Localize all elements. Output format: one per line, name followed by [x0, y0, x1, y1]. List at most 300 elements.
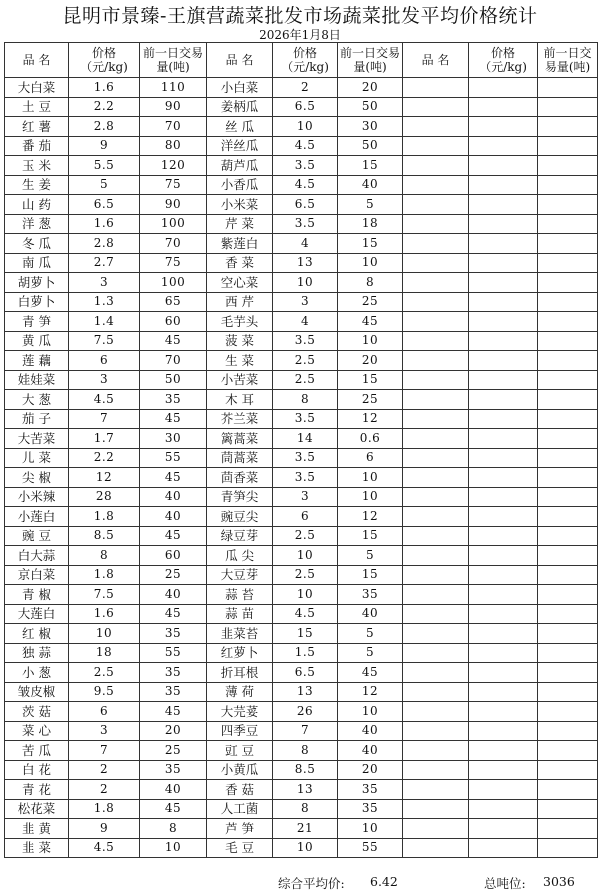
- table-row: [5, 78, 598, 98]
- volume-cell: 12: [338, 682, 403, 702]
- price-cell: 8.5: [273, 760, 338, 780]
- empty-cell: [538, 156, 598, 176]
- price-cell: 1.8: [68, 565, 139, 585]
- price-cell: 1.7: [68, 429, 139, 449]
- table-row: [5, 351, 598, 371]
- table-row: [5, 156, 598, 176]
- empty-cell: [469, 136, 538, 156]
- volume-cell: 35: [140, 682, 207, 702]
- empty-cell: [538, 663, 598, 683]
- product-name-cell: 香 菇: [207, 780, 273, 800]
- empty-cell: [469, 799, 538, 819]
- page-title: 昆明市景臻-王旗营蔬菜批发市场蔬菜批发平均价格统计: [62, 5, 538, 27]
- price-cell: 5: [68, 175, 139, 195]
- table-row: [5, 663, 598, 683]
- empty-cell: [538, 214, 598, 234]
- price-cell: 1.8: [68, 799, 139, 819]
- empty-cell: [469, 526, 538, 546]
- price-cell: 12: [68, 468, 139, 488]
- volume-cell: 70: [140, 117, 207, 137]
- empty-cell: [469, 468, 538, 488]
- table-row: [5, 195, 598, 215]
- product-name-cell: 毛 豆: [207, 838, 273, 858]
- table-row: [5, 312, 598, 332]
- empty-cell: [538, 702, 598, 722]
- price-cell: 4.5: [273, 604, 338, 624]
- product-name-cell: 小米辣: [5, 487, 69, 507]
- report-date: 2026年1月8日: [259, 28, 341, 42]
- empty-cell: [469, 780, 538, 800]
- volume-cell: 20: [140, 721, 207, 741]
- product-name-cell: 番 茄: [5, 136, 69, 156]
- volume-cell: 75: [140, 175, 207, 195]
- empty-cell: [469, 682, 538, 702]
- empty-cell: [469, 253, 538, 273]
- col-header-name: 品 名: [403, 43, 469, 78]
- table-row: [5, 390, 598, 410]
- volume-cell: 90: [140, 195, 207, 215]
- product-name-cell: 白大蒜: [5, 546, 69, 566]
- product-name-cell: 小苦菜: [207, 370, 273, 390]
- volume-cell: 35: [338, 585, 403, 605]
- empty-cell: [403, 136, 469, 156]
- empty-cell: [538, 487, 598, 507]
- product-name-cell: 生 菜: [207, 351, 273, 371]
- volume-cell: 50: [338, 136, 403, 156]
- empty-cell: [403, 741, 469, 761]
- table-row: [5, 214, 598, 234]
- product-name-cell: 娃娃菜: [5, 370, 69, 390]
- product-name-cell: 红 薯: [5, 117, 69, 137]
- empty-cell: [538, 468, 598, 488]
- volume-cell: 55: [140, 448, 207, 468]
- product-name-cell: 薄 荷: [207, 682, 273, 702]
- empty-cell: [538, 97, 598, 117]
- price-cell: 8: [273, 741, 338, 761]
- price-cell: 6.5: [273, 195, 338, 215]
- empty-cell: [469, 624, 538, 644]
- product-name-cell: 茼蒿菜: [207, 448, 273, 468]
- empty-cell: [538, 565, 598, 585]
- volume-cell: 45: [140, 468, 207, 488]
- product-name-cell: 大莲白: [5, 604, 69, 624]
- volume-cell: 45: [338, 663, 403, 683]
- product-name-cell: 松花菜: [5, 799, 69, 819]
- volume-cell: 65: [140, 292, 207, 312]
- empty-cell: [403, 780, 469, 800]
- price-cell: 10: [273, 273, 338, 293]
- volume-cell: 5: [338, 195, 403, 215]
- empty-cell: [403, 702, 469, 722]
- volume-cell: 10: [338, 487, 403, 507]
- empty-cell: [469, 643, 538, 663]
- volume-cell: 55: [140, 643, 207, 663]
- volume-cell: 50: [338, 97, 403, 117]
- price-cell: 8: [273, 799, 338, 819]
- table-row: [5, 643, 598, 663]
- empty-cell: [538, 585, 598, 605]
- product-name-cell: 白萝卜: [5, 292, 69, 312]
- product-name-cell: 南 瓜: [5, 253, 69, 273]
- product-name-cell: 青 椒: [5, 585, 69, 605]
- empty-cell: [538, 273, 598, 293]
- product-name-cell: 豇 豆: [207, 741, 273, 761]
- table-row: [5, 409, 598, 429]
- empty-cell: [403, 117, 469, 137]
- product-name-cell: 菠 菜: [207, 331, 273, 351]
- empty-cell: [538, 136, 598, 156]
- empty-cell: [469, 351, 538, 371]
- product-name-cell: 小米菜: [207, 195, 273, 215]
- price-cell: 1.6: [68, 78, 139, 98]
- empty-cell: [469, 429, 538, 449]
- product-name-cell: 紫莲白: [207, 234, 273, 254]
- product-name-cell: 茴香菜: [207, 468, 273, 488]
- product-name-cell: 皱皮椒: [5, 682, 69, 702]
- product-name-cell: 毛芋头: [207, 312, 273, 332]
- table-row: [5, 780, 598, 800]
- empty-cell: [403, 97, 469, 117]
- table-row: [5, 585, 598, 605]
- price-cell: 5.5: [68, 156, 139, 176]
- empty-cell: [538, 507, 598, 527]
- price-cell: 7.5: [68, 331, 139, 351]
- empty-cell: [469, 741, 538, 761]
- price-cell: 2.5: [68, 663, 139, 683]
- price-cell: 8: [273, 390, 338, 410]
- volume-cell: 15: [338, 565, 403, 585]
- price-cell: 1.8: [68, 507, 139, 527]
- price-cell: 6: [273, 507, 338, 527]
- product-name-cell: 大豆芽: [207, 565, 273, 585]
- average-price-value: 6.42: [370, 874, 398, 889]
- volume-cell: 35: [338, 799, 403, 819]
- volume-cell: 6: [338, 448, 403, 468]
- product-name-cell: 山 药: [5, 195, 69, 215]
- product-name-cell: 葫芦瓜: [207, 156, 273, 176]
- empty-cell: [469, 195, 538, 215]
- price-cell: 6: [68, 702, 139, 722]
- volume-cell: 45: [140, 799, 207, 819]
- empty-cell: [469, 370, 538, 390]
- empty-cell: [469, 585, 538, 605]
- price-cell: 2.8: [68, 117, 139, 137]
- empty-cell: [403, 156, 469, 176]
- volume-cell: 10: [338, 819, 403, 839]
- empty-cell: [469, 546, 538, 566]
- product-name-cell: 篱蒿菜: [207, 429, 273, 449]
- empty-cell: [469, 819, 538, 839]
- volume-cell: 10: [338, 253, 403, 273]
- product-name-cell: 洋 葱: [5, 214, 69, 234]
- table-row: [5, 702, 598, 722]
- price-cell: 1.4: [68, 312, 139, 332]
- table-row: [5, 273, 598, 293]
- empty-cell: [538, 331, 598, 351]
- empty-cell: [403, 838, 469, 858]
- table-row: [5, 565, 598, 585]
- volume-cell: 35: [140, 624, 207, 644]
- price-cell: 10: [273, 546, 338, 566]
- empty-cell: [403, 448, 469, 468]
- volume-cell: 70: [140, 351, 207, 371]
- table-row: [5, 507, 598, 527]
- price-cell: 2: [68, 760, 139, 780]
- table-row: [5, 429, 598, 449]
- empty-cell: [403, 331, 469, 351]
- price-cell: 13: [273, 682, 338, 702]
- empty-cell: [538, 546, 598, 566]
- empty-cell: [403, 565, 469, 585]
- empty-cell: [469, 331, 538, 351]
- empty-cell: [403, 682, 469, 702]
- empty-cell: [469, 604, 538, 624]
- price-cell: 1.6: [68, 604, 139, 624]
- price-cell: 3: [68, 721, 139, 741]
- table-row: [5, 117, 598, 137]
- price-cell: 2.2: [68, 97, 139, 117]
- empty-cell: [538, 760, 598, 780]
- price-cell: 6.5: [273, 97, 338, 117]
- price-cell: 10: [273, 585, 338, 605]
- empty-cell: [403, 234, 469, 254]
- product-name-cell: 折耳根: [207, 663, 273, 683]
- volume-cell: 55: [338, 838, 403, 858]
- empty-cell: [538, 741, 598, 761]
- table-row: [5, 136, 598, 156]
- volume-cell: 40: [338, 721, 403, 741]
- empty-cell: [538, 682, 598, 702]
- empty-cell: [469, 448, 538, 468]
- price-cell: 9: [68, 819, 139, 839]
- price-cell: 9: [68, 136, 139, 156]
- volume-cell: 120: [140, 156, 207, 176]
- product-name-cell: 韭 菜: [5, 838, 69, 858]
- volume-cell: 40: [140, 780, 207, 800]
- price-cell: 2: [68, 780, 139, 800]
- empty-cell: [538, 526, 598, 546]
- empty-cell: [403, 409, 469, 429]
- product-name-cell: 生 姜: [5, 175, 69, 195]
- empty-cell: [469, 390, 538, 410]
- volume-cell: 40: [140, 507, 207, 527]
- product-name-cell: 人工菌: [207, 799, 273, 819]
- price-cell: 3.5: [273, 214, 338, 234]
- empty-cell: [469, 78, 538, 98]
- col-header-price: 价格（元/kg): [273, 43, 338, 78]
- volume-cell: 40: [140, 585, 207, 605]
- empty-cell: [469, 292, 538, 312]
- col-header-volume: 前一日交易量(吨): [538, 43, 598, 78]
- header-row: [5, 43, 598, 78]
- empty-cell: [403, 819, 469, 839]
- product-name-cell: 白 花: [5, 760, 69, 780]
- price-cell: 21: [273, 819, 338, 839]
- empty-cell: [538, 429, 598, 449]
- price-cell: 3.5: [273, 409, 338, 429]
- price-cell: 13: [273, 253, 338, 273]
- volume-cell: 80: [140, 136, 207, 156]
- product-name-cell: 芹 菜: [207, 214, 273, 234]
- price-cell: 6: [68, 351, 139, 371]
- price-cell: 4.5: [273, 136, 338, 156]
- table-row: [5, 624, 598, 644]
- table-row: [5, 487, 598, 507]
- volume-cell: 40: [140, 487, 207, 507]
- product-name-cell: 苦 瓜: [5, 741, 69, 761]
- price-cell: 7: [68, 409, 139, 429]
- table-row: [5, 448, 598, 468]
- empty-cell: [469, 487, 538, 507]
- price-cell: 2.5: [273, 370, 338, 390]
- volume-cell: 20: [338, 78, 403, 98]
- table-row: [5, 468, 598, 488]
- product-name-cell: 大苦菜: [5, 429, 69, 449]
- empty-cell: [469, 214, 538, 234]
- table-row: [5, 741, 598, 761]
- empty-cell: [469, 760, 538, 780]
- volume-cell: 15: [338, 156, 403, 176]
- product-name-cell: 土 豆: [5, 97, 69, 117]
- empty-cell: [403, 312, 469, 332]
- product-name-cell: 莲 藕: [5, 351, 69, 371]
- product-name-cell: 胡萝卜: [5, 273, 69, 293]
- volume-cell: 5: [338, 643, 403, 663]
- col-header-volume: 前一日交易量(吨): [338, 43, 403, 78]
- empty-cell: [403, 507, 469, 527]
- volume-cell: 25: [140, 565, 207, 585]
- product-name-cell: 芦 笋: [207, 819, 273, 839]
- table-row: [5, 234, 598, 254]
- product-name-cell: 西 芹: [207, 292, 273, 312]
- price-cell: 2.5: [273, 351, 338, 371]
- empty-cell: [469, 97, 538, 117]
- empty-cell: [403, 370, 469, 390]
- empty-cell: [538, 780, 598, 800]
- empty-cell: [538, 370, 598, 390]
- volume-cell: 45: [140, 409, 207, 429]
- price-cell: 2.5: [273, 526, 338, 546]
- product-name-cell: 茨 菇: [5, 702, 69, 722]
- volume-cell: 8: [338, 273, 403, 293]
- price-cell: 15: [273, 624, 338, 644]
- empty-cell: [538, 448, 598, 468]
- table-row: [5, 682, 598, 702]
- price-cell: 10: [273, 838, 338, 858]
- product-name-cell: 黄 瓜: [5, 331, 69, 351]
- product-name-cell: 芥兰菜: [207, 409, 273, 429]
- empty-cell: [403, 721, 469, 741]
- empty-cell: [469, 234, 538, 254]
- volume-cell: 20: [338, 760, 403, 780]
- price-cell: 7: [273, 721, 338, 741]
- product-name-cell: 小白菜: [207, 78, 273, 98]
- empty-cell: [538, 409, 598, 429]
- empty-cell: [403, 643, 469, 663]
- price-cell: 9.5: [68, 682, 139, 702]
- empty-cell: [403, 604, 469, 624]
- empty-cell: [469, 702, 538, 722]
- empty-cell: [403, 487, 469, 507]
- table-row: [5, 526, 598, 546]
- volume-cell: 60: [140, 312, 207, 332]
- empty-cell: [403, 429, 469, 449]
- price-cell: 26: [273, 702, 338, 722]
- volume-cell: 10: [338, 468, 403, 488]
- price-cell: 1.6: [68, 214, 139, 234]
- price-cell: 3: [273, 487, 338, 507]
- volume-cell: 8: [140, 819, 207, 839]
- volume-cell: 15: [338, 370, 403, 390]
- price-cell: 1.5: [273, 643, 338, 663]
- price-cell: 3.5: [273, 156, 338, 176]
- empty-cell: [403, 546, 469, 566]
- product-name-cell: 豌豆尖: [207, 507, 273, 527]
- table-row: [5, 799, 598, 819]
- total-tonnage-label: 总吨位:: [484, 876, 526, 891]
- price-cell: 2.8: [68, 234, 139, 254]
- empty-cell: [538, 195, 598, 215]
- empty-cell: [469, 156, 538, 176]
- empty-cell: [469, 838, 538, 858]
- average-price-label: 综合平均价:: [278, 876, 345, 891]
- volume-cell: 35: [140, 760, 207, 780]
- table-row: [5, 819, 598, 839]
- product-name-cell: 大 葱: [5, 390, 69, 410]
- col-header-price: 价格（元/kg): [68, 43, 139, 78]
- price-cell: 3.5: [273, 331, 338, 351]
- product-name-cell: 瓜 尖: [207, 546, 273, 566]
- price-cell: 7: [68, 741, 139, 761]
- table-row: [5, 546, 598, 566]
- empty-cell: [403, 390, 469, 410]
- empty-cell: [538, 721, 598, 741]
- product-name-cell: 豌 豆: [5, 526, 69, 546]
- table-row: [5, 370, 598, 390]
- col-header-price: 价格（元/kg): [469, 43, 538, 78]
- volume-cell: 10: [338, 702, 403, 722]
- empty-cell: [538, 78, 598, 98]
- volume-cell: 12: [338, 409, 403, 429]
- volume-cell: 30: [338, 117, 403, 137]
- price-cell: 2: [273, 78, 338, 98]
- empty-cell: [469, 117, 538, 137]
- price-cell: 3.5: [273, 468, 338, 488]
- price-cell: 13: [273, 780, 338, 800]
- empty-cell: [403, 663, 469, 683]
- volume-cell: 50: [140, 370, 207, 390]
- volume-cell: 10: [140, 838, 207, 858]
- price-cell: 3: [68, 273, 139, 293]
- empty-cell: [538, 799, 598, 819]
- empty-cell: [403, 351, 469, 371]
- volume-cell: 30: [140, 429, 207, 449]
- empty-cell: [469, 721, 538, 741]
- empty-cell: [403, 195, 469, 215]
- empty-cell: [469, 507, 538, 527]
- empty-cell: [469, 409, 538, 429]
- product-name-cell: 丝 瓜: [207, 117, 273, 137]
- table-row: [5, 838, 598, 858]
- product-name-cell: 青 笋: [5, 312, 69, 332]
- price-cell: 7.5: [68, 585, 139, 605]
- product-name-cell: 蒜 苗: [207, 604, 273, 624]
- empty-cell: [538, 604, 598, 624]
- price-cell: 2.2: [68, 448, 139, 468]
- empty-cell: [403, 799, 469, 819]
- volume-cell: 40: [338, 175, 403, 195]
- empty-cell: [469, 273, 538, 293]
